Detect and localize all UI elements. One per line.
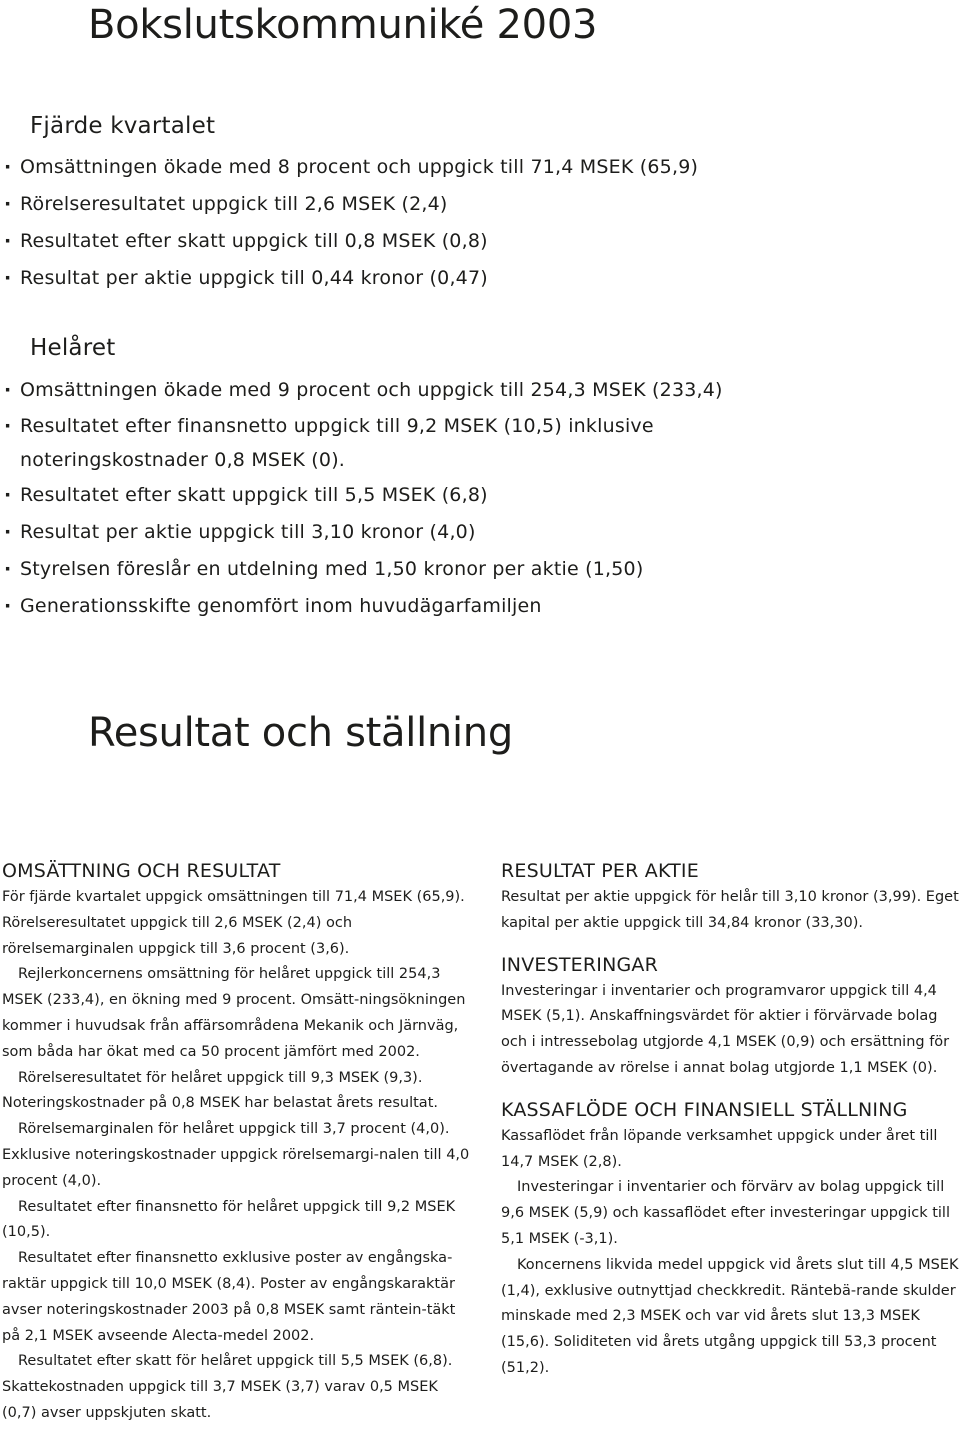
- paragraph: Kassaflödet från löpande verksamhet uppgick under året till 14,7 MSEK (2,8).: [501, 1127, 938, 1170]
- cashflow-heading: KASSAFLÖDE OCH FINANSIELL STÄLLNING: [501, 1098, 908, 1121]
- list-item: · Generationsskifte genomfört inom huvudägarfamiljen: [0, 588, 940, 625]
- list-item: · Omsättningen ökade med 9 procent och uppgick till 254,3 MSEK (233,4): [0, 372, 940, 409]
- list-item: · Resultatet efter skatt uppgick till 5,5 MSEK (6,8): [0, 477, 940, 514]
- paragraph: För fjärde kvartalet uppgick omsättningen till 71,4 MSEK (65,9). Rörelseresultatet uppgick till 2,6 MSEK (2,4) och rörelsemarginalen uppgick till 3,6 procent (3,6).: [2, 889, 465, 957]
- paragraph: Resultatet efter finansnetto för helåret uppgick till 9,2 MSEK (10,5).: [2, 1198, 456, 1241]
- paragraph: Koncernens likvida medel uppgick vid årets slut till 4,5 MSEK (1,4), exklusive outnyttjad checkkredit. Räntebä-rande skulder minskade med 2,3 MSEK och var vid årets slut 13,3 MSEK (15,6). Soliditeten vid årets utgång uppgick till 53,3 procent (51,2).: [501, 1256, 959, 1376]
- investments-heading: INVESTERINGAR: [501, 953, 659, 976]
- list-item: · Omsättningen ökade med 8 procent och uppgick till 71,4 MSEK (65,9): [0, 149, 940, 186]
- year-bullet-list: [0, 372, 940, 625]
- paragraph: Investeringar i inventarier och förvärv av bolag uppgick till 9,6 MSEK (5,9) och kassaflödet efter investeringar uppgick till 5,1 MSEK (-3,1).: [501, 1179, 950, 1247]
- list-item: · Resultatet efter skatt uppgick till 0,8 MSEK (0,8): [0, 223, 940, 260]
- right-column: [501, 857, 959, 1382]
- paragraph: Rörelseresultatet för helåret uppgick till 9,3 MSEK (9,3). Noteringskostnader på 0,8 MSEK har belastat årets resultat.: [2, 1069, 438, 1112]
- list-item: · Rörelseresultatet uppgick till 2,6 MSEK (2,4): [0, 186, 940, 223]
- year-heading: Helåret: [30, 335, 116, 361]
- page-title: Bokslutskommuniké 2003: [88, 2, 598, 48]
- paragraph: Resultatet efter skatt för helåret uppgick till 5,5 MSEK (6,8). Skattekostnaden uppgick till 3,7 MSEK (3,7) varav 0,5 MSEK (0,7) avser uppskjuten skatt.: [2, 1353, 453, 1421]
- list-item: · Resultat per aktie uppgick till 3,10 kronor (4,0): [0, 514, 940, 551]
- results-heading: Resultat och ställning: [88, 710, 513, 756]
- paragraph: Investeringar i inventarier och programvaror uppgick till 4,4 MSEK (5,1). Anskaffningsvärdet för aktier i förvärvade bolag och i intressebolag utgjorde 4,1 MSEK (0,9) och ersättning för övertagande av rörelse i annat bolag utgjorde 1,1 MSEK (0).: [501, 982, 950, 1076]
- list-item: · Resultatet efter finansnetto uppgick till 9,2 MSEK (10,5) inklusive noteringskostnader 0,8 MSEK (0).: [0, 409, 740, 477]
- quarter-bullet-list: [0, 149, 940, 297]
- quarter-heading: Fjärde kvartalet: [30, 113, 216, 139]
- paragraph: Rejlerkoncernens omsättning för helåret uppgick till 254,3 MSEK (233,4), en ökning med 9 procent. Omsätt-ningsökningen kommer i huvudsak från affärsområdena Mekanik och Järnväg, som båda har ökat med ca 50 procent jämfört med 2002.: [2, 966, 466, 1060]
- paragraph: Resultat per aktie uppgick för helår till 3,10 kronor (3,99). Eget kapital per aktie uppgick till 34,84 kronor (33,30).: [501, 889, 959, 931]
- list-item: · Styrelsen föreslår en utdelning med 1,50 kronor per aktie (1,50): [0, 551, 940, 588]
- left-column: [2, 857, 470, 1427]
- paragraph: Resultatet efter finansnetto exklusive poster av engångska-raktär uppgick till 10,0 MSEK (8,4). Poster av engångskaraktär avser noteringskostnader 2003 på 0,8 MSEK samt räntein-täkt på 2,1 MSEK avseende Alecta-medel 2002.: [2, 1250, 456, 1344]
- per-share-heading: RESULTAT PER AKTIE: [501, 860, 699, 882]
- turnover-heading: OMSÄTTNING OCH RESULTAT: [2, 860, 281, 882]
- paragraph: Rörelsemarginalen för helåret uppgick till 3,7 procent (4,0). Exklusive noteringskostnader uppgick rörelsemargi-nalen till 4,0 procent (4,0).: [2, 1121, 470, 1189]
- list-item: · Resultat per aktie uppgick till 0,44 kronor (0,47): [0, 260, 940, 297]
